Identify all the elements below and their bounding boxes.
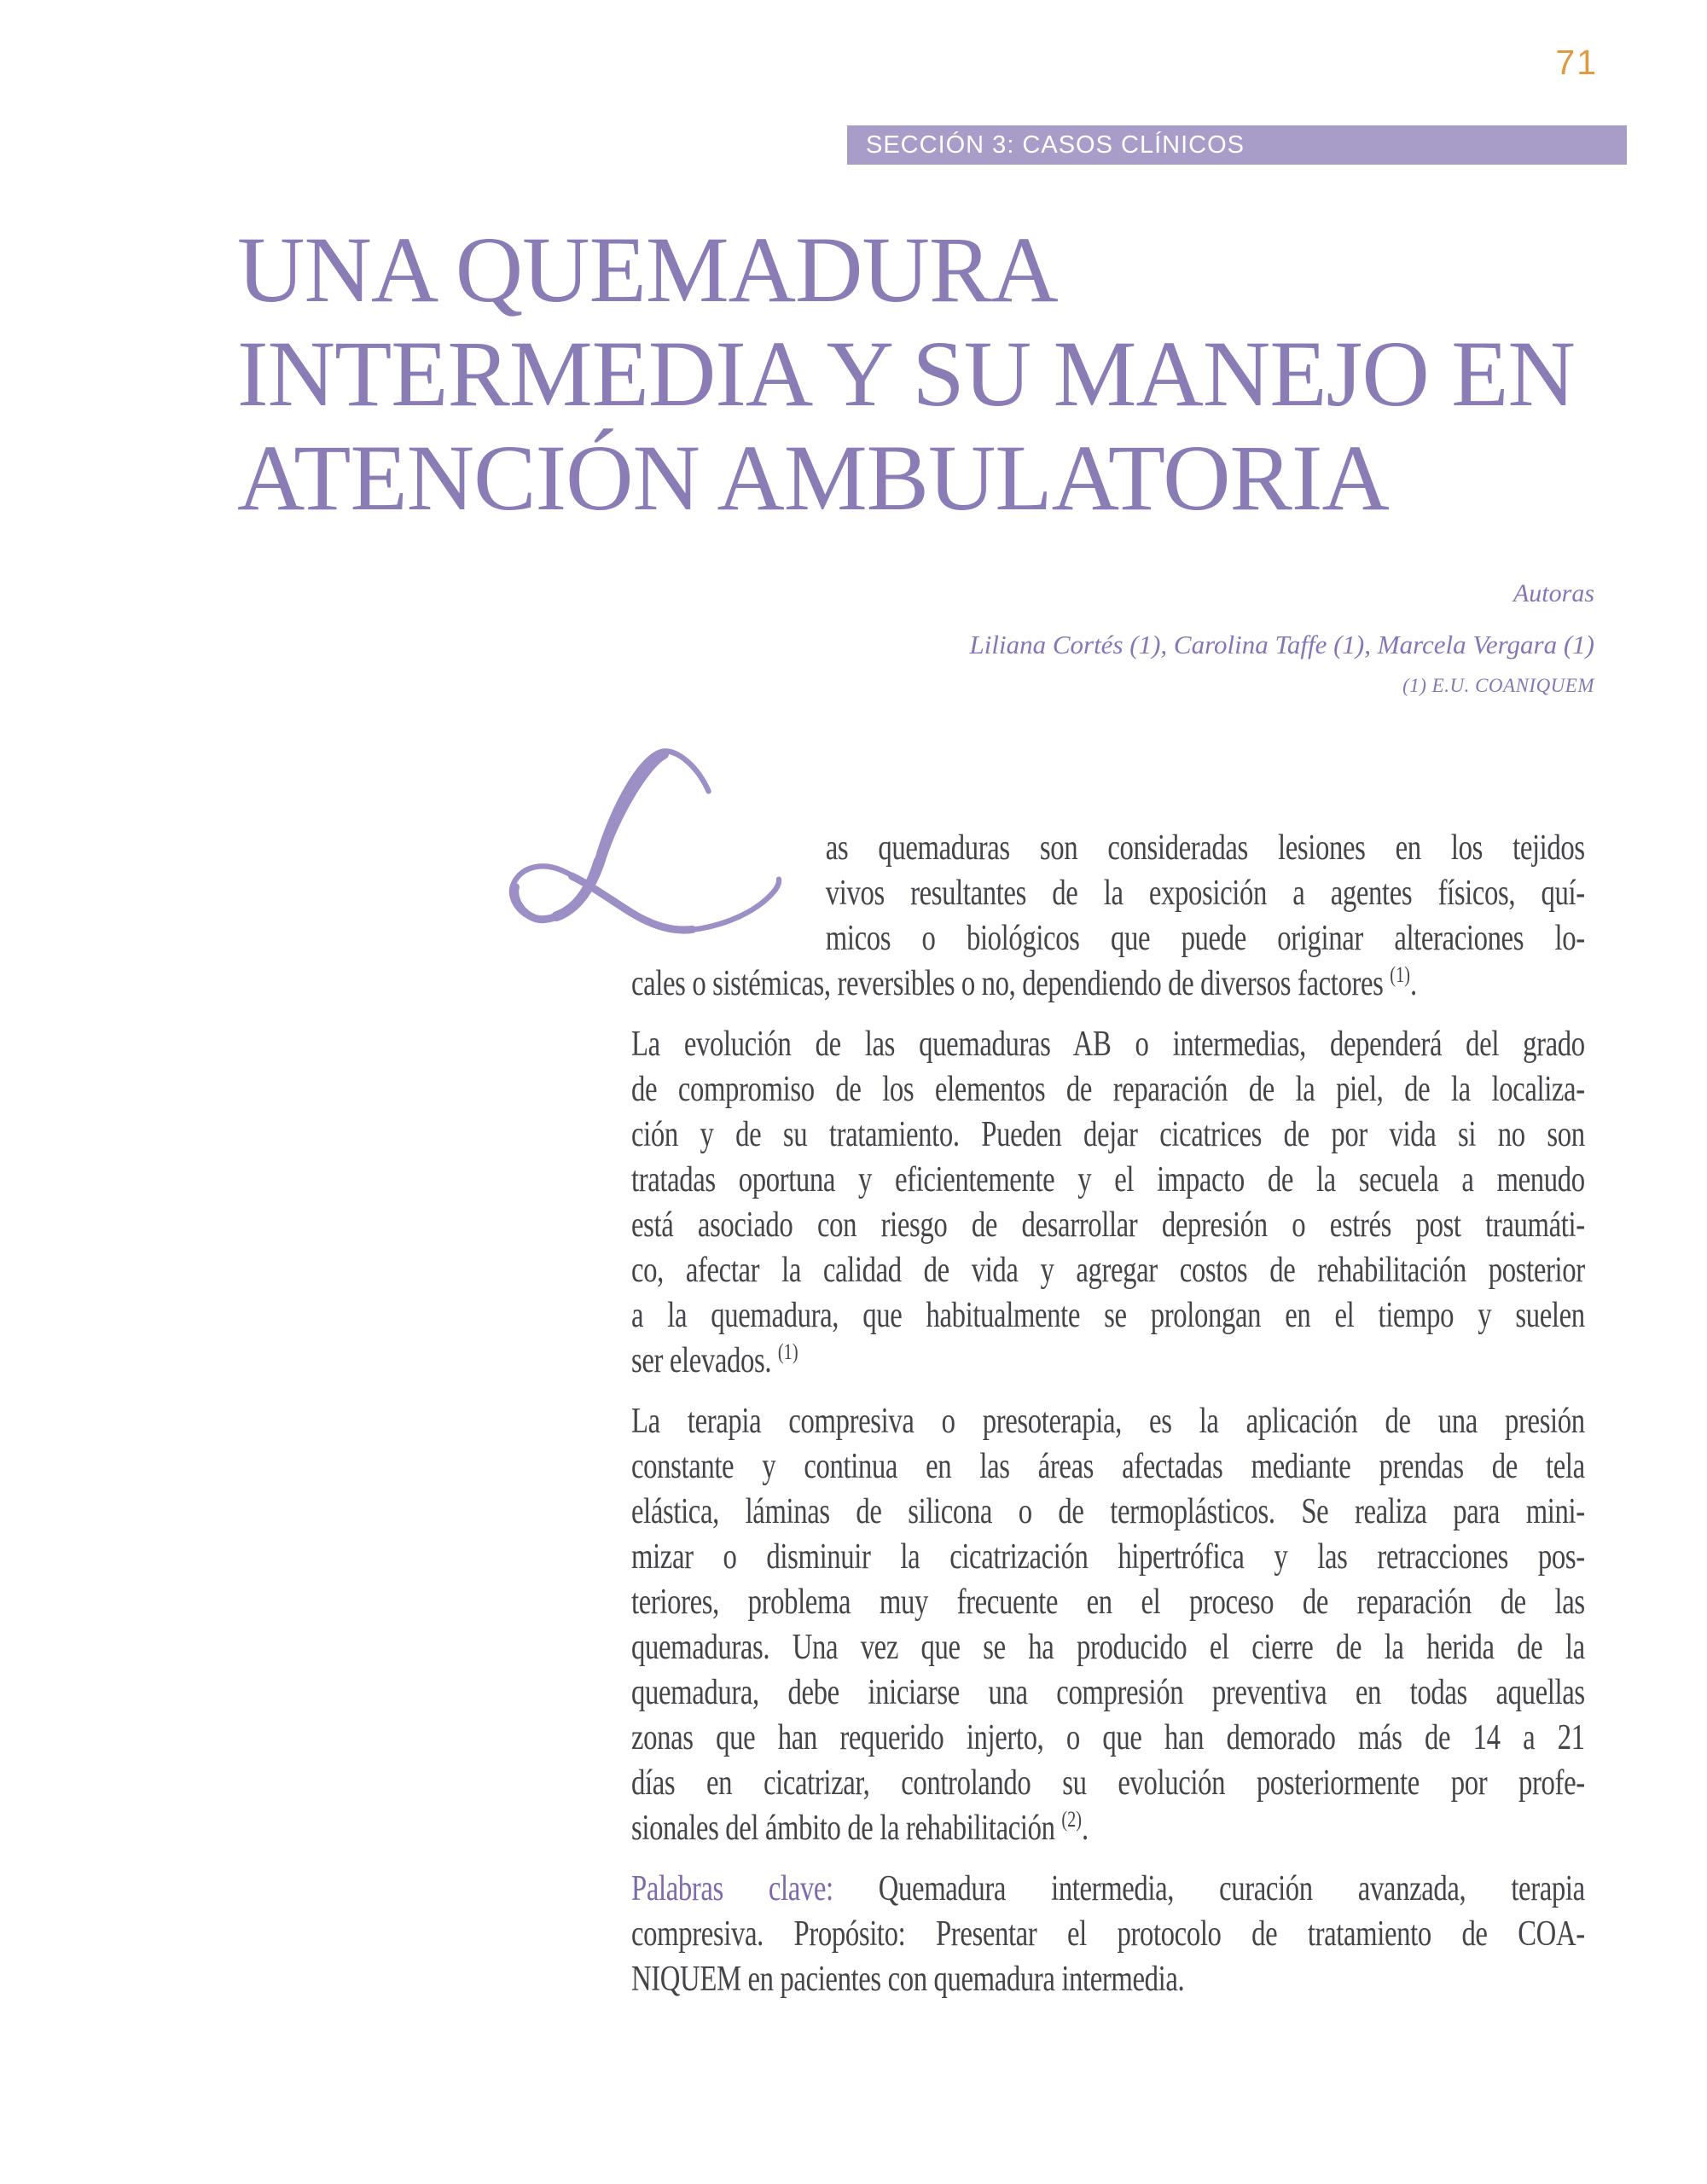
authors-heading: Autoras xyxy=(1512,579,1594,607)
text-line: quemaduras. Una vez que se ha producido el cierre de la herida de la xyxy=(631,1628,1585,1667)
text-line: Palabras clave: Quemadura intermedia, curación avanzada, terapia xyxy=(631,1869,1585,1908)
text-line: vivos resultantes de la exposición a agentes físicos, quí- xyxy=(825,874,1585,913)
text-line: ser elevados. $^{(1)}$ xyxy=(631,1339,798,1380)
text-line: elástica, láminas de silicona o de termoplásticos. Se realiza para mini- xyxy=(631,1492,1585,1531)
text-line: compresiva. Propósito: Presentar el protocolo de tratamiento de COA- xyxy=(631,1914,1585,1954)
reference-superscript: (2) xyxy=(1061,1807,1083,1832)
text-line: teriores, problema muy frecuente en el proceso de reparación de las xyxy=(631,1583,1585,1622)
title-line-2: INTERMEDIA Y SU MANEJO EN xyxy=(237,322,1575,426)
title-line-1: UNA QUEMADURA xyxy=(237,218,1058,322)
text-line: mizar o disminuir la cicatrización hipertrófica y las retracciones pos- xyxy=(631,1537,1585,1577)
paragraph-p4 xyxy=(631,1867,1585,2002)
reference-superscript: (1) xyxy=(1390,962,1410,987)
paragraph-p3 xyxy=(631,1399,1585,1851)
text-line: micos o biológicos que puede originar alteraciones lo- xyxy=(825,919,1585,958)
text-line: zonas que han requerido injerto, o que han demorado más de 14 a 21 xyxy=(631,1718,1585,1757)
author-block xyxy=(970,578,1595,698)
text-line: constante y continua en las áreas afectadas mediante prendas de tela xyxy=(631,1447,1585,1486)
text-line: tratadas oportuna y eficientemente y el impacto de la secuela a menudo xyxy=(631,1160,1585,1199)
text-line: sionales del ámbito de la rehabilitación $^{(2)}$. xyxy=(631,1807,1089,1848)
authors-names: Liliana Cortés (1), Carolina Taffe (1), Marcela Vergara (1) xyxy=(969,630,1594,659)
text-line: de compromiso de los elementos de reparación de la piel, de la localiza- xyxy=(631,1070,1585,1109)
text-line: as quemaduras son consideradas lesiones en los tejidos xyxy=(825,828,1585,868)
text-line: NIQUEM en pacientes con quemadura intermedia. xyxy=(631,1960,1185,1999)
paragraph-p1 xyxy=(631,826,1585,1007)
text-line: co, afectar la calidad de vida y agregar costos de rehabilitación posterior xyxy=(631,1251,1585,1290)
keywords-label: Palabras clave: xyxy=(631,1869,833,1908)
article-title xyxy=(237,218,1575,530)
text-line: cales o sistémicas, reversibles o no, dependiendo de diversos factores $^{(1)}$. xyxy=(631,962,1417,1003)
authors-affiliation: (1) E.U. COANIQUEM xyxy=(1402,675,1594,696)
page-number: 71 xyxy=(1555,43,1598,82)
text-line: La terapia compresiva o presoterapia, es la aplicación de una presión xyxy=(631,1402,1585,1441)
text-line: días en cicatrizar, controlando su evolución posteriormente por profe- xyxy=(631,1763,1585,1803)
reference-superscript: (1) xyxy=(777,1339,798,1364)
text-line: a la quemadura, que habitualmente se prolongan en el tiempo y suelen xyxy=(631,1296,1585,1335)
text-line: quemadura, debe iniciarse una compresión preventiva en todas aquellas xyxy=(631,1673,1585,1712)
title-line-3: ATENCIÓN AMBULATORIA xyxy=(237,426,1389,530)
article-body xyxy=(631,826,1585,2002)
section-band xyxy=(847,125,1627,165)
paragraph-p2 xyxy=(631,1022,1585,1384)
text-line: está asociado con riesgo de desarrollar depresión o estrés post traumáti- xyxy=(631,1205,1585,1245)
section-label: SECCIÓN 3: CASOS CLÍNICOS xyxy=(866,131,1245,159)
text-line: La evolución de las quemaduras AB o intermedias, dependerá del grado xyxy=(631,1025,1585,1064)
text-line: ción y de su tratamiento. Pueden dejar cicatrices de por vida si no son xyxy=(631,1115,1585,1154)
